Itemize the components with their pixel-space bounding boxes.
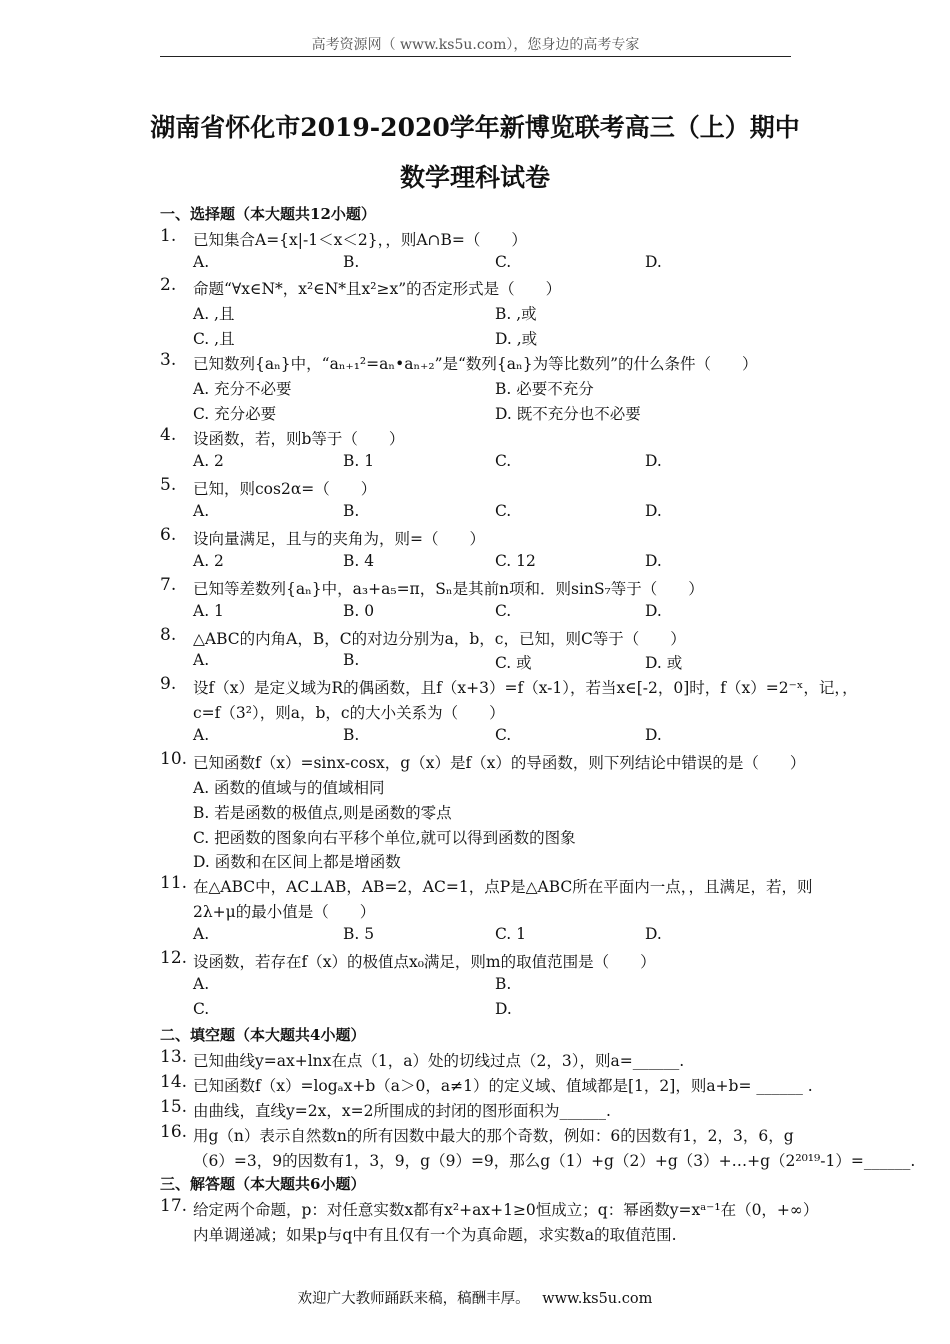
- option-a: A. ,且: [193, 305, 235, 323]
- option-b: B. 0: [343, 602, 375, 620]
- option-b: B. ,或: [495, 305, 537, 323]
- option-d: D.: [645, 253, 662, 271]
- option-b: B.: [343, 502, 360, 520]
- option-b: B. 5: [343, 925, 375, 943]
- question-number: 16.: [160, 1122, 188, 1142]
- option-a: A. 2: [193, 552, 224, 570]
- question-number: 17.: [160, 1196, 188, 1216]
- question-number: 10.: [160, 749, 188, 769]
- option-d: D.: [645, 726, 662, 744]
- option-c: C. ,且: [193, 330, 235, 348]
- option-a: A.: [193, 253, 210, 271]
- question-text: 设函数，若，则b等于（ ）: [193, 430, 405, 448]
- option-d: D. 函数和在区间上都是增函数: [193, 853, 401, 871]
- question-text: 设向量满足，且与的夹角为，则=（ ）: [193, 530, 485, 548]
- question-number: 8.: [160, 625, 177, 645]
- option-c: C. 1: [495, 925, 527, 943]
- question-number: 7.: [160, 575, 177, 595]
- section-heading-fill: 二、填空题（本大题共4小题）: [160, 1026, 366, 1044]
- option-d: D. 或: [645, 654, 683, 672]
- section-heading-solve: 三、解答题（本大题共6小题）: [160, 1175, 366, 1193]
- question-number: 12.: [160, 948, 188, 968]
- option-b: B. 4: [343, 552, 375, 570]
- question-text: 已知函数f（x）=logₐx+b（a＞0，a≠1）的定义域、值域都是[1，2]，则a+b= ______ .: [193, 1077, 813, 1095]
- option-b: B. 1: [343, 452, 375, 470]
- option-d: D.: [645, 502, 662, 520]
- option-a: A.: [193, 726, 210, 744]
- question-text: 已知等差数列{aₙ}中，a₃+a₅=π，Sₙ是其前n项和．则sinS₇等于（ ）: [193, 580, 704, 598]
- section-heading-choice: 一、选择题（本大题共12小题）: [160, 205, 376, 223]
- question-text-continued: 内单调递减；如果p与q中有且仅有一个为真命题，求实数a的取值范围.: [193, 1226, 677, 1244]
- option-a: A.: [193, 651, 210, 669]
- question-number: 5.: [160, 475, 177, 495]
- option-d: D. ,或: [495, 330, 538, 348]
- option-c: C.: [495, 502, 512, 520]
- question-text-continued: c=f（3²），则a，b，c的大小关系为（ ）: [193, 704, 505, 722]
- question-number: 15.: [160, 1097, 188, 1117]
- option-c: C.: [193, 1000, 210, 1018]
- option-b: B. 必要不充分: [495, 380, 594, 398]
- option-d: D.: [645, 925, 662, 943]
- option-a: A. 充分不必要: [193, 380, 292, 398]
- question-text-continued: （6）=3，9的因数有1，3，9，g（9）=9，那么g（1）+g（2）+g（3）+…+g（2²⁰¹⁹-1）=______.: [193, 1152, 916, 1170]
- option-d: D.: [645, 602, 662, 620]
- option-b: B. 若是函数的极值点,则是函数的零点: [193, 804, 452, 822]
- option-c: C.: [495, 253, 512, 271]
- question-text: 已知集合A={x|-1＜x＜2}，，则A∩B=（ ）: [193, 231, 527, 249]
- header-divider: [160, 56, 791, 57]
- option-a: A. 函数的值域与的值域相同: [193, 779, 385, 797]
- question-number: 2.: [160, 275, 177, 295]
- option-a: A. 2: [193, 452, 224, 470]
- option-c: C. 充分必要: [193, 405, 277, 423]
- option-a: A.: [193, 502, 210, 520]
- question-number: 3.: [160, 350, 177, 370]
- question-text: △ABC的内角A，B，C的对边分别为a，b，c，已知，则C等于（ ）: [193, 630, 686, 648]
- question-text: 已知数列{aₙ}中，“aₙ₊₁²=aₙ•aₙ₊₂”是“数列{aₙ}为等比数列”的什么条件（ ）: [193, 355, 758, 373]
- option-d: D.: [645, 552, 662, 570]
- option-b: B.: [495, 975, 512, 993]
- question-text: 命题“∀x∈N*，x²∈N*且x²≥x”的否定形式是（ ）: [193, 280, 562, 298]
- option-d: D.: [645, 452, 662, 470]
- option-c: C. 把函数的图象向右平移个单位,就可以得到函数的图象: [193, 829, 576, 847]
- option-c: C.: [495, 726, 512, 744]
- footer-text: 欢迎广大教师踊跃来稿，稿酬丰厚。: [297, 1291, 530, 1307]
- exam-title: 湖南省怀化市2019-2020学年新博览联考高三（上）期中: [150, 113, 800, 142]
- question-text: 已知，则cos2α=（ ）: [193, 480, 377, 498]
- question-text: 设函数，若存在f（x）的极值点x₀满足，则m的取值范围是（ ）: [193, 953, 656, 971]
- question-number: 14.: [160, 1072, 188, 1092]
- option-a: A.: [193, 925, 210, 943]
- question-text: 由曲线，直线y=2x，x=2所围成的封闭的图形面积为______.: [193, 1102, 611, 1120]
- question-text: 给定两个命题，p：对任意实数x都有x²+ax+1≥0恒成立；q：幂函数y=xᵃ⁻¹在（0，+∞）: [193, 1201, 819, 1219]
- option-c: C. 或: [495, 654, 532, 672]
- option-b: B.: [343, 253, 360, 271]
- question-number: 4.: [160, 425, 177, 445]
- option-d: D. 既不充分也不必要: [495, 405, 641, 423]
- option-a: A. 1: [193, 602, 224, 620]
- option-a: A.: [193, 975, 210, 993]
- question-number: 1.: [160, 226, 177, 246]
- footer-link[interactable]: www.ks5u.com: [542, 1291, 653, 1307]
- question-text-continued: 2λ+μ的最小值是（ ）: [193, 903, 376, 921]
- question-text: 已知函数f（x）=sinx-cosx，g（x）是f（x）的导函数，则下列结论中错误的是（ ）: [193, 754, 806, 772]
- question-text: 设f（x）是定义域为R的偶函数，且f（x+3）=f（x-1），若当x∈[-2，0]时，f（x）=2⁻ˣ，记，，: [193, 679, 858, 697]
- question-number: 9.: [160, 674, 177, 694]
- option-c: C.: [495, 602, 512, 620]
- option-c: C. 12: [495, 552, 536, 570]
- question-text: 在△ABC中，AC⊥AB，AB=2，AC=1，点P是△ABC所在平面内一点，，且满足，若，则: [193, 878, 813, 896]
- page-header: 高考资源网（ www.ks5u.com），您身边的高考专家: [311, 37, 640, 53]
- question-text: 用g（n）表示自然数n的所有因数中最大的那个奇数，例如：6的因数有1，2，3，6，g: [193, 1127, 794, 1145]
- option-c: C.: [495, 452, 512, 470]
- option-b: B.: [343, 651, 360, 669]
- question-number: 11.: [160, 873, 188, 893]
- question-text: 已知曲线y=ax+lnx在点（1，a）处的切线过点（2，3），则a=______.: [193, 1052, 685, 1070]
- question-number: 13.: [160, 1047, 188, 1067]
- exam-subtitle: 数学理科试卷: [399, 163, 550, 192]
- option-d: D.: [495, 1000, 512, 1018]
- page-footer: [0, 1287, 950, 1308]
- option-b: B.: [343, 726, 360, 744]
- question-number: 6.: [160, 525, 177, 545]
